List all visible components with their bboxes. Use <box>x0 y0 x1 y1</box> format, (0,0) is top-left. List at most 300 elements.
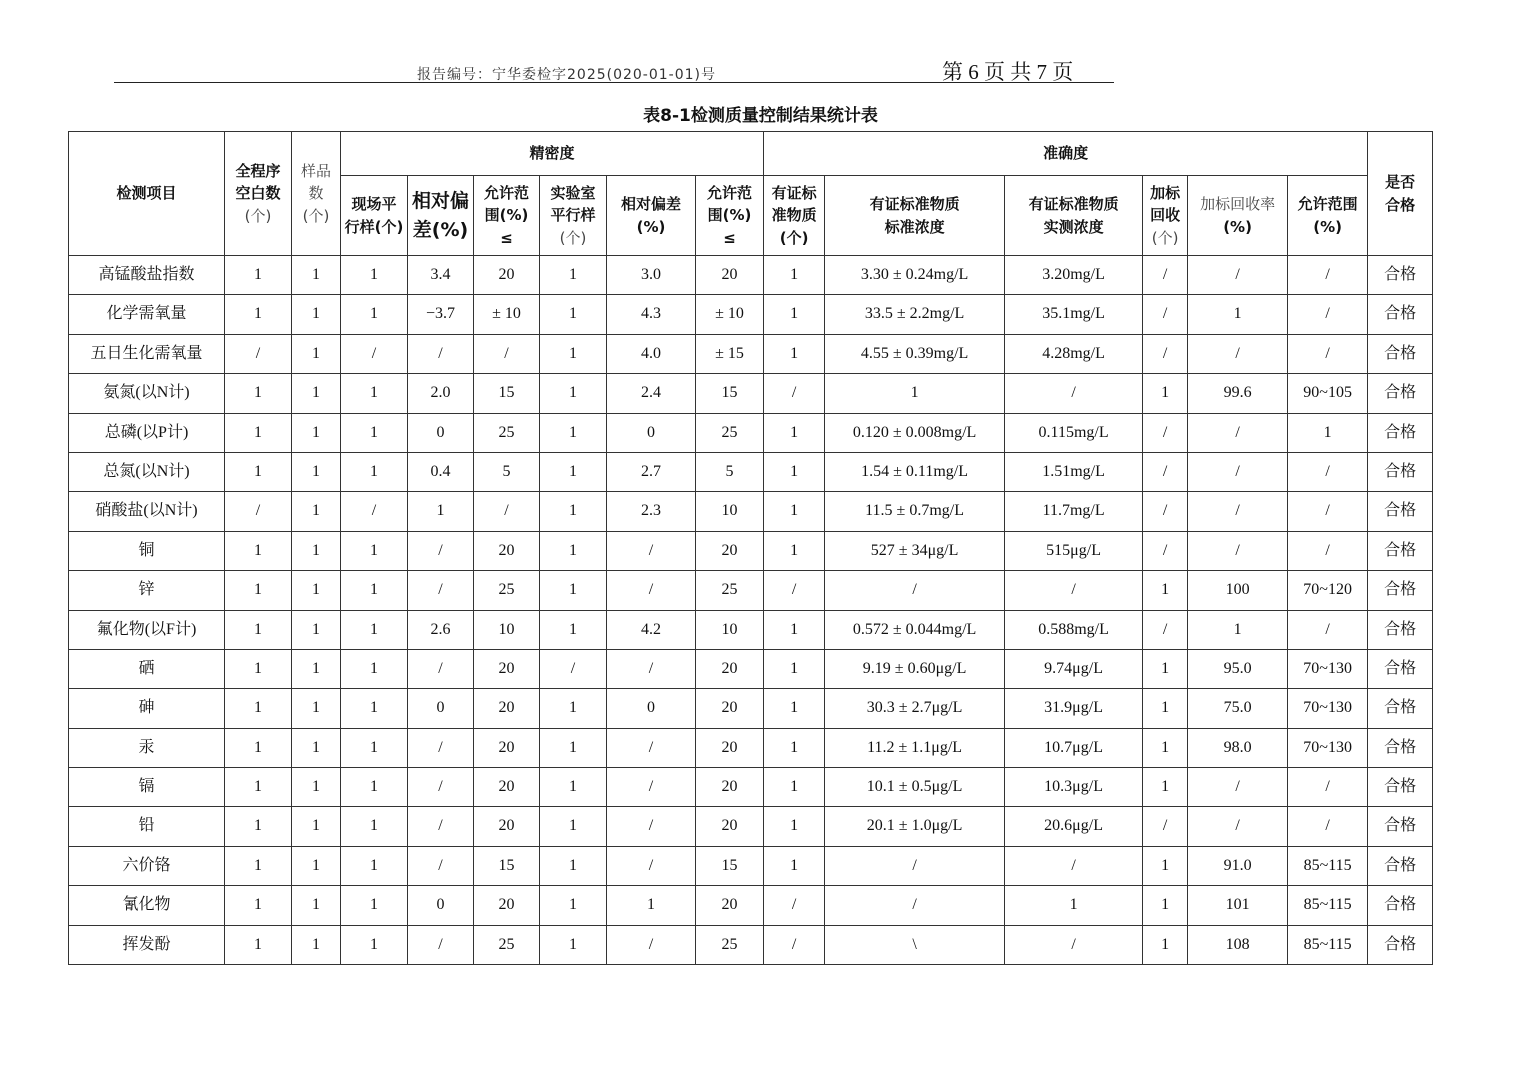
allow-lab: ± 10 <box>696 295 764 334</box>
crm-measured: 0.115mg/L <box>1005 413 1143 452</box>
crm-measured: / <box>1005 571 1143 610</box>
rel-dev-field: / <box>408 649 474 688</box>
spike-count: / <box>1143 807 1188 846</box>
spike-count: 1 <box>1143 728 1188 767</box>
page-header <box>114 56 1114 83</box>
field-parallel: 1 <box>341 295 408 334</box>
allow-field: 20 <box>474 649 540 688</box>
table-row <box>69 610 1433 649</box>
allow-lab: 15 <box>696 846 764 885</box>
allow-spike: / <box>1288 492 1368 531</box>
field-parallel: 1 <box>341 374 408 413</box>
crm-count: 1 <box>764 728 825 767</box>
quality-control-table <box>68 131 1433 965</box>
pass-result: 合格 <box>1368 256 1433 295</box>
col-rel-dev-lab: 相对偏差 (%) <box>607 176 696 256</box>
lab-parallel: 1 <box>540 295 607 334</box>
field-parallel: 1 <box>341 846 408 885</box>
pass-result: 合格 <box>1368 334 1433 373</box>
allow-spike: / <box>1288 334 1368 373</box>
sample-count: 1 <box>292 886 341 925</box>
table-row <box>69 925 1433 964</box>
spike-count: 1 <box>1143 886 1188 925</box>
col-spike-rate: 加标回收率 (%) <box>1188 176 1288 256</box>
pass-result: 合格 <box>1368 374 1433 413</box>
blank-count: 1 <box>225 689 292 728</box>
pass-result: 合格 <box>1368 610 1433 649</box>
allow-lab: 20 <box>696 256 764 295</box>
spike-count: / <box>1143 610 1188 649</box>
pass-result: 合格 <box>1368 846 1433 885</box>
crm-standard: 11.2 ± 1.1μg/L <box>825 728 1005 767</box>
allow-spike: / <box>1288 610 1368 649</box>
sample-count: 1 <box>292 649 341 688</box>
lab-parallel: 1 <box>540 807 607 846</box>
crm-standard: 527 ± 34μg/L <box>825 531 1005 570</box>
allow-lab: 10 <box>696 610 764 649</box>
pass-result: 合格 <box>1368 571 1433 610</box>
field-parallel: / <box>341 334 408 373</box>
rel-dev-lab: / <box>607 807 696 846</box>
col-sample: 样品 数 (个) <box>292 132 341 256</box>
field-parallel: 1 <box>341 256 408 295</box>
allow-spike: / <box>1288 452 1368 491</box>
rel-dev-field: −3.7 <box>408 295 474 334</box>
allow-spike: / <box>1288 807 1368 846</box>
rel-dev-lab: / <box>607 768 696 807</box>
table-body <box>69 256 1433 965</box>
spike-count: 1 <box>1143 374 1188 413</box>
rel-dev-field: 1 <box>408 492 474 531</box>
sample-count: 1 <box>292 846 341 885</box>
crm-measured: 9.74μg/L <box>1005 649 1143 688</box>
col-group-precision: 精密度 <box>341 132 764 176</box>
allow-field: 20 <box>474 689 540 728</box>
allow-field: 25 <box>474 413 540 452</box>
item-name: 铅 <box>69 807 225 846</box>
item-name: 化学需氧量 <box>69 295 225 334</box>
spike-count: / <box>1143 492 1188 531</box>
lab-parallel: 1 <box>540 728 607 767</box>
item-name: 硒 <box>69 649 225 688</box>
rel-dev-field: 2.6 <box>408 610 474 649</box>
crm-count: 1 <box>764 649 825 688</box>
rel-dev-lab: / <box>607 571 696 610</box>
allow-spike: / <box>1288 531 1368 570</box>
crm-measured: 10.7μg/L <box>1005 728 1143 767</box>
crm-measured: 11.7mg/L <box>1005 492 1143 531</box>
spike-count: / <box>1143 295 1188 334</box>
spike-rate: 101 <box>1188 886 1288 925</box>
crm-count: 1 <box>764 295 825 334</box>
crm-count: / <box>764 374 825 413</box>
blank-count: / <box>225 334 292 373</box>
sample-count: 1 <box>292 571 341 610</box>
crm-standard: 1.54 ± 0.11mg/L <box>825 452 1005 491</box>
sample-count: 1 <box>292 768 341 807</box>
item-name: 六价铬 <box>69 846 225 885</box>
allow-spike: / <box>1288 768 1368 807</box>
rel-dev-lab: / <box>607 846 696 885</box>
rel-dev-lab: / <box>607 728 696 767</box>
item-name: 砷 <box>69 689 225 728</box>
rel-dev-lab: 1 <box>607 886 696 925</box>
crm-standard: 0.120 ± 0.008mg/L <box>825 413 1005 452</box>
allow-spike: 70~130 <box>1288 728 1368 767</box>
lab-parallel: 1 <box>540 531 607 570</box>
rel-dev-field: / <box>408 334 474 373</box>
field-parallel: 1 <box>341 689 408 728</box>
table-row <box>69 807 1433 846</box>
field-parallel: 1 <box>341 728 408 767</box>
col-crm-measured: 有证标准物质 实测浓度 <box>1005 176 1143 256</box>
rel-dev-lab: / <box>607 925 696 964</box>
lab-parallel: 1 <box>540 492 607 531</box>
allow-lab: 20 <box>696 649 764 688</box>
lab-parallel: 1 <box>540 925 607 964</box>
item-name: 总氮(以N计) <box>69 452 225 491</box>
sample-count: 1 <box>292 374 341 413</box>
spike-rate: 1 <box>1188 295 1288 334</box>
crm-measured: 20.6μg/L <box>1005 807 1143 846</box>
spike-rate: / <box>1188 256 1288 295</box>
rel-dev-field: / <box>408 531 474 570</box>
allow-lab: 20 <box>696 768 764 807</box>
rel-dev-field: 0 <box>408 413 474 452</box>
table-row <box>69 531 1433 570</box>
allow-field: 25 <box>474 925 540 964</box>
table-row <box>69 413 1433 452</box>
blank-count: 1 <box>225 728 292 767</box>
rel-dev-lab: 0 <box>607 689 696 728</box>
table-row <box>69 571 1433 610</box>
spike-rate: / <box>1188 531 1288 570</box>
spike-count: 1 <box>1143 571 1188 610</box>
crm-standard: 9.19 ± 0.60μg/L <box>825 649 1005 688</box>
crm-standard: 0.572 ± 0.044mg/L <box>825 610 1005 649</box>
crm-count: / <box>764 886 825 925</box>
spike-rate: / <box>1188 413 1288 452</box>
sample-count: 1 <box>292 807 341 846</box>
crm-count: 1 <box>764 256 825 295</box>
pass-result: 合格 <box>1368 886 1433 925</box>
lab-parallel: 1 <box>540 689 607 728</box>
blank-count: / <box>225 492 292 531</box>
crm-count: 1 <box>764 531 825 570</box>
allow-spike: 1 <box>1288 413 1368 452</box>
crm-count: 1 <box>764 768 825 807</box>
allow-lab: 5 <box>696 452 764 491</box>
rel-dev-lab: 4.2 <box>607 610 696 649</box>
item-name: 高锰酸盐指数 <box>69 256 225 295</box>
table-row <box>69 492 1433 531</box>
rel-dev-field: / <box>408 768 474 807</box>
allow-field: 20 <box>474 728 540 767</box>
crm-count: / <box>764 925 825 964</box>
col-pass: 是否 合格 <box>1368 132 1433 256</box>
blank-count: 1 <box>225 531 292 570</box>
rel-dev-lab: 4.3 <box>607 295 696 334</box>
table-row <box>69 846 1433 885</box>
lab-parallel: 1 <box>540 256 607 295</box>
col-crm-count: 有证标 准物质 (个) <box>764 176 825 256</box>
allow-field: / <box>474 492 540 531</box>
blank-count: 1 <box>225 649 292 688</box>
spike-rate: 98.0 <box>1188 728 1288 767</box>
crm-standard: 3.30 ± 0.24mg/L <box>825 256 1005 295</box>
allow-field: 20 <box>474 531 540 570</box>
rel-dev-lab: / <box>607 531 696 570</box>
crm-count: 1 <box>764 334 825 373</box>
pass-result: 合格 <box>1368 768 1433 807</box>
spike-rate: 91.0 <box>1188 846 1288 885</box>
rel-dev-field: / <box>408 925 474 964</box>
spike-rate: 108 <box>1188 925 1288 964</box>
pass-result: 合格 <box>1368 925 1433 964</box>
sample-count: 1 <box>292 925 341 964</box>
sample-count: 1 <box>292 689 341 728</box>
col-allow-lab: 允许范 围(%) ≤ <box>696 176 764 256</box>
allow-spike: 85~115 <box>1288 925 1368 964</box>
crm-standard: 4.55 ± 0.39mg/L <box>825 334 1005 373</box>
rel-dev-field: / <box>408 807 474 846</box>
crm-measured: 0.588mg/L <box>1005 610 1143 649</box>
allow-lab: 20 <box>696 531 764 570</box>
spike-count: / <box>1143 531 1188 570</box>
rel-dev-field: 0.4 <box>408 452 474 491</box>
pass-result: 合格 <box>1368 452 1433 491</box>
item-name: 铜 <box>69 531 225 570</box>
field-parallel: 1 <box>341 649 408 688</box>
rel-dev-field: 0 <box>408 689 474 728</box>
lab-parallel: 1 <box>540 334 607 373</box>
rel-dev-lab: 2.7 <box>607 452 696 491</box>
allow-spike: 90~105 <box>1288 374 1368 413</box>
col-item: 检测项目 <box>69 132 225 256</box>
allow-spike: / <box>1288 295 1368 334</box>
crm-measured: 10.3μg/L <box>1005 768 1143 807</box>
rel-dev-lab: 2.4 <box>607 374 696 413</box>
table-row <box>69 452 1433 491</box>
header-row-1 <box>69 132 1433 176</box>
crm-measured: 35.1mg/L <box>1005 295 1143 334</box>
rel-dev-field: 3.4 <box>408 256 474 295</box>
lab-parallel: 1 <box>540 886 607 925</box>
table-row <box>69 768 1433 807</box>
allow-lab: 20 <box>696 728 764 767</box>
rel-dev-field: / <box>408 571 474 610</box>
allow-lab: 10 <box>696 492 764 531</box>
pass-result: 合格 <box>1368 728 1433 767</box>
spike-rate: 100 <box>1188 571 1288 610</box>
rel-dev-lab: 4.0 <box>607 334 696 373</box>
col-blank: 全程序 空白数 (个) <box>225 132 292 256</box>
col-group-accuracy: 准确度 <box>764 132 1368 176</box>
table-row <box>69 295 1433 334</box>
crm-standard: / <box>825 571 1005 610</box>
lab-parallel: 1 <box>540 610 607 649</box>
lab-parallel: 1 <box>540 452 607 491</box>
pass-result: 合格 <box>1368 807 1433 846</box>
sample-count: 1 <box>292 610 341 649</box>
pass-result: 合格 <box>1368 531 1433 570</box>
crm-measured: 31.9μg/L <box>1005 689 1143 728</box>
crm-count: 1 <box>764 807 825 846</box>
allow-lab: ± 15 <box>696 334 764 373</box>
allow-spike: 70~120 <box>1288 571 1368 610</box>
sample-count: 1 <box>292 413 341 452</box>
spike-count: / <box>1143 256 1188 295</box>
table-row <box>69 256 1433 295</box>
item-name: 五日生化需氧量 <box>69 334 225 373</box>
allow-field: / <box>474 334 540 373</box>
rel-dev-lab: 2.3 <box>607 492 696 531</box>
blank-count: 1 <box>225 886 292 925</box>
blank-count: 1 <box>225 256 292 295</box>
crm-measured: 3.20mg/L <box>1005 256 1143 295</box>
allow-lab: 25 <box>696 571 764 610</box>
crm-standard: 30.3 ± 2.7μg/L <box>825 689 1005 728</box>
item-name: 挥发酚 <box>69 925 225 964</box>
crm-measured: 1.51mg/L <box>1005 452 1143 491</box>
crm-count: 1 <box>764 846 825 885</box>
crm-standard: \ <box>825 925 1005 964</box>
spike-rate: 75.0 <box>1188 689 1288 728</box>
crm-count: / <box>764 571 825 610</box>
allow-field: 20 <box>474 256 540 295</box>
col-spike: 加标 回收 (个) <box>1143 176 1188 256</box>
table-title: 表8-1检测质量控制结果统计表 <box>643 106 878 126</box>
field-parallel: / <box>341 492 408 531</box>
allow-lab: 20 <box>696 886 764 925</box>
allow-field: 20 <box>474 807 540 846</box>
rel-dev-lab: 3.0 <box>607 256 696 295</box>
pass-result: 合格 <box>1368 413 1433 452</box>
spike-rate: 1 <box>1188 610 1288 649</box>
crm-standard: 33.5 ± 2.2mg/L <box>825 295 1005 334</box>
crm-standard: / <box>825 886 1005 925</box>
field-parallel: 1 <box>341 452 408 491</box>
lab-parallel: 1 <box>540 413 607 452</box>
crm-standard: 1 <box>825 374 1005 413</box>
table-row <box>69 886 1433 925</box>
spike-rate: / <box>1188 334 1288 373</box>
lab-parallel: 1 <box>540 374 607 413</box>
lab-parallel: 1 <box>540 768 607 807</box>
blank-count: 1 <box>225 374 292 413</box>
blank-count: 1 <box>225 295 292 334</box>
sample-count: 1 <box>292 256 341 295</box>
page-number: 第 6 页 共 7 页 <box>942 60 1074 84</box>
allow-lab: 25 <box>696 413 764 452</box>
allow-lab: 15 <box>696 374 764 413</box>
crm-count: 1 <box>764 492 825 531</box>
allow-field: 10 <box>474 610 540 649</box>
allow-spike: 85~115 <box>1288 846 1368 885</box>
spike-count: 1 <box>1143 649 1188 688</box>
table-row <box>69 728 1433 767</box>
spike-count: / <box>1143 413 1188 452</box>
field-parallel: 1 <box>341 807 408 846</box>
allow-field: 15 <box>474 374 540 413</box>
table-row <box>69 649 1433 688</box>
col-field-parallel: 现场平 行样(个) <box>341 176 408 256</box>
item-name: 氟化物(以F计) <box>69 610 225 649</box>
blank-count: 1 <box>225 571 292 610</box>
col-rel-dev-field: 相对偏 差(%) <box>408 176 474 256</box>
sample-count: 1 <box>292 452 341 491</box>
crm-measured: / <box>1005 374 1143 413</box>
field-parallel: 1 <box>341 413 408 452</box>
allow-field: 20 <box>474 886 540 925</box>
col-allow-spike: 允许范围 (%) <box>1288 176 1368 256</box>
rel-dev-lab: 0 <box>607 413 696 452</box>
crm-count: 1 <box>764 689 825 728</box>
item-name: 氰化物 <box>69 886 225 925</box>
pass-result: 合格 <box>1368 492 1433 531</box>
crm-count: 1 <box>764 413 825 452</box>
item-name: 总磷(以P计) <box>69 413 225 452</box>
blank-count: 1 <box>225 452 292 491</box>
spike-count: / <box>1143 452 1188 491</box>
allow-field: 15 <box>474 846 540 885</box>
crm-count: 1 <box>764 452 825 491</box>
table-row <box>69 374 1433 413</box>
item-name: 氨氮(以N计) <box>69 374 225 413</box>
spike-count: 1 <box>1143 846 1188 885</box>
crm-standard: 20.1 ± 1.0μg/L <box>825 807 1005 846</box>
spike-rate: / <box>1188 768 1288 807</box>
crm-standard: / <box>825 846 1005 885</box>
blank-count: 1 <box>225 925 292 964</box>
sample-count: 1 <box>292 295 341 334</box>
spike-rate: 99.6 <box>1188 374 1288 413</box>
spike-rate: / <box>1188 452 1288 491</box>
field-parallel: 1 <box>341 886 408 925</box>
sample-count: 1 <box>292 531 341 570</box>
blank-count: 1 <box>225 807 292 846</box>
field-parallel: 1 <box>341 531 408 570</box>
report-number: 报告编号：宁华委检字2025(020-01-01)号 <box>417 67 717 83</box>
col-lab-parallel: 实验室 平行样 (个) <box>540 176 607 256</box>
allow-field: 25 <box>474 571 540 610</box>
blank-count: 1 <box>225 610 292 649</box>
rel-dev-field: 0 <box>408 886 474 925</box>
table-row <box>69 689 1433 728</box>
spike-rate: 95.0 <box>1188 649 1288 688</box>
crm-count: 1 <box>764 610 825 649</box>
blank-count: 1 <box>225 846 292 885</box>
allow-lab: 20 <box>696 689 764 728</box>
allow-lab: 20 <box>696 807 764 846</box>
allow-spike: / <box>1288 256 1368 295</box>
crm-measured: / <box>1005 846 1143 885</box>
rel-dev-lab: / <box>607 649 696 688</box>
pass-result: 合格 <box>1368 649 1433 688</box>
sample-count: 1 <box>292 728 341 767</box>
crm-measured: / <box>1005 925 1143 964</box>
allow-spike: 70~130 <box>1288 649 1368 688</box>
allow-field: 20 <box>474 768 540 807</box>
blank-count: 1 <box>225 413 292 452</box>
field-parallel: 1 <box>341 768 408 807</box>
rel-dev-field: / <box>408 728 474 767</box>
field-parallel: 1 <box>341 925 408 964</box>
table-row <box>69 334 1433 373</box>
spike-rate: / <box>1188 492 1288 531</box>
col-allow-field: 允许范 围(%) ≤ <box>474 176 540 256</box>
crm-measured: 515μg/L <box>1005 531 1143 570</box>
